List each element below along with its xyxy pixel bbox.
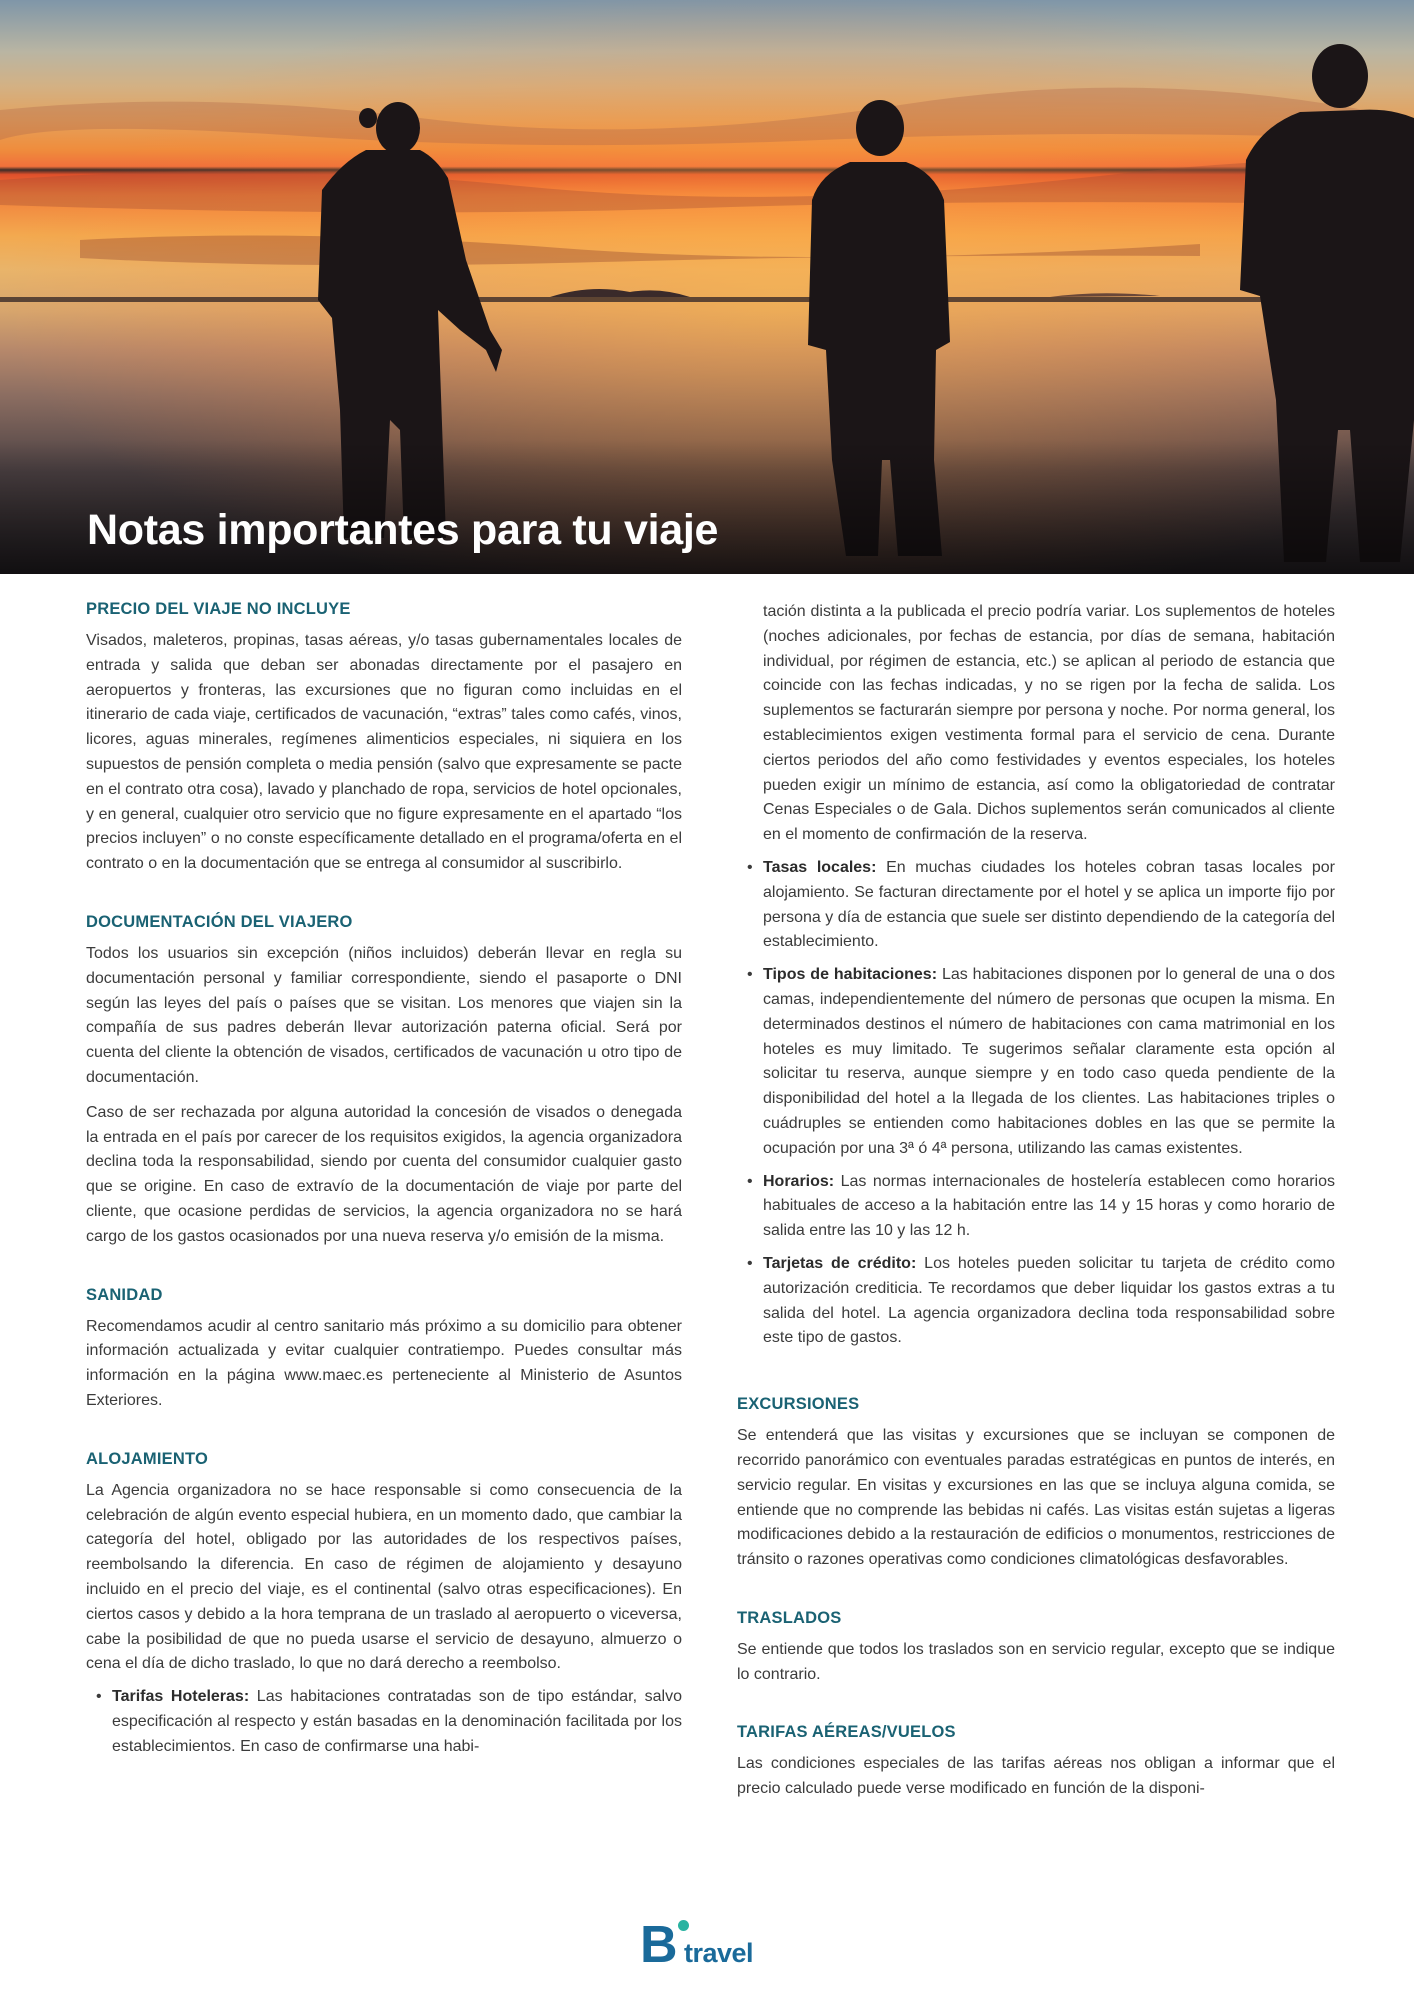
bullet-text: Las normas internacionales de hostelería establecen como horarios habituales de acceso a la habitación entre las 14 y 15 horas y como horario de salida entre las 10 y las 12 h. — [763, 1172, 1335, 1240]
alojamiento-bullets — [86, 1685, 682, 1759]
paragraph-traslados: Se entiende que todos los traslados son en servicio regular, excepto que se indique lo contrario. — [737, 1640, 1335, 1683]
section-title-traslados: TRASLADOS — [737, 1608, 842, 1627]
bullet-horarios — [737, 1170, 1335, 1244]
bullet-text: En muchas ciudades los hoteles cobran tasas locales por alojamiento. Se facturan directamente por el hotel y se aplica un importe fijo por persona y día de estancia que suele ser distinto dependiendo de la categoría del establecimiento. — [763, 858, 1335, 951]
section-title-documentacion: DOCUMENTACIÓN DEL VIAJERO — [86, 912, 353, 931]
section-title-precio-no-incluye: PRECIO DEL VIAJE NO INCLUYE — [86, 600, 351, 618]
logo-dot — [678, 1920, 689, 1931]
bullet-text: Las habitaciones contratadas son de tipo estándar, salvo especificación al respecto y están basadas en la denominación facilitada por los establecimientos. En caso de confirmarse una habi- — [112, 1688, 682, 1755]
sunset-silhouettes-illustration — [0, 0, 1414, 574]
paragraph-documentacion-2: Caso de ser rechazada por alguna autoridad la concesión de visados o denegada la entrada en el país por carecer de los requisitos exigidos, la agencia organizadora declina toda la responsabilidad, siendo por cuenta del consumidor cualquier gasto que se origine. En caso de extravío de la documentación de viaje por parte del cliente, que ocasione perdidas de servicios, la agencia organizadora no se hará cargo de los gastos ocasionados por una nueva reserva y/o emisión de la misma. — [86, 1103, 682, 1245]
paragraph-alojamiento: La Agencia organizadora no se hace responsable si como consecuencia de la celebración de algún evento especial hubiera, en un momento dado, que cambiar la categoría del hotel, obligado por las autoridades de los respectivos países, reembolsando la diferencia. En caso de régimen de alojamiento y desayuno incluido en el precio del viaje, es el continental (salvo otras especificaciones). En ciertos casos y debido a la hora temprana de un traslado al aeropuerto o viceversa, cabe la posibilidad de que no pueda usarse el servicio de desayuno, almuerzo o cena el día de dicho traslado, lo que no dará derecho a reembolso. — [86, 1481, 682, 1673]
paragraph-sanidad: Recomendamos acudir al centro sanitario más próximo a su domicilio para obtener información actualizada y evitar cualquier contratiempo. Puedes consultar más información en la página www.maec.es perteneciente al Ministerio de Asuntos Exteriores. — [86, 1317, 682, 1409]
bullet-label: Horarios: — [763, 1172, 835, 1190]
section-title-excursiones: EXCURSIONES — [737, 1395, 860, 1414]
bullet-label: Tasas locales: — [763, 858, 877, 876]
paragraph-excursiones: Se entenderá que las visitas y excursiones que se incluyan se componen de recorrido panorámico con eventuales paradas estratégicas en puntos de interés, en servicio regular. En visitas y excursiones en las que se incluya alguna comida, se entiende que no comprende las bebidas ni cafés. Las visitas están sujetas a ligeras modificaciones debido a la restauración de edificios o monumentos, restricciones de tránsito o razones operativas como condiciones climatológicas desfavorables. — [737, 1427, 1335, 1569]
bullet-text: Las habitaciones disponen por lo general de una o dos camas, independientemente del número de personas que ocupen la misma. En determinados destinos el número de habitaciones con cama matrimonial en los hoteles es muy limitado. Te sugerimos señalar claramente esta opción al solicitar tu reserva, aunque siempre y en todo caso queda pendiente de la disponibilidad del hotel a la llegada de los clientes. Las habitaciones triples o cuádruples se entienden como habitaciones dobles en las que se permite la ocupación por una 3ª ó 4ª persona, utilizando las camas existentes. — [763, 966, 1335, 1157]
bullet-tarjetas-credito — [737, 1252, 1335, 1351]
section-title-sanidad: SANIDAD — [86, 1285, 163, 1304]
left-column — [86, 600, 682, 1767]
bullet-label: Tipos de habitaciones: — [763, 966, 938, 984]
right-column — [737, 600, 1335, 1802]
paragraph-precio-no-incluye: Visados, maleteros, propinas, tasas aéreas, y/o tasas gubernamentales locales de entrada y salida que deban ser abonadas directamente por el pasajero en aeropuertos y fronteras, las excursiones que no figuran como incluidas en el itinerario de cada viaje, certificados de vacunación, “extras” tales como cafés, vinos, licores, aguas minerales, regímenes alimenticios especiales, ni siquiera en los supuestos de pensión completa o media pensión (salvo que expresamente se pacte en el contrato otra cosa), lavado y planchado de ropa, servicios de hotel opcionales, y en general, cualquier otro servicio que no figure expresamente en el apartado “los precios incluyen” o no conste específicamente detallado en el programa/oferta en el contrato o en la documentación que se entrega al consumidor al suscribirlo. — [86, 632, 682, 873]
paragraph-tarifas-aereas: Las condiciones especiales de las tarifas aéreas nos obligan a informar que el precio calculado puede verse modificado en función de la disponi- — [737, 1755, 1335, 1798]
bullet-text: Los hoteles pueden solicitar tu tarjeta de crédito como autorización crediticia. Te recordamos que deber liquidar los gastos extras a tu salida del hotel. La agencia organizadora declina toda responsabilidad sobre este tipo de gastos. — [763, 1254, 1336, 1347]
hotel-bullets — [737, 856, 1335, 1351]
bullet-label: Tarjetas de crédito: — [763, 1254, 917, 1272]
paragraph-tarifas-hoteleras-continued: tación distinta a la publicada el precio podría variar. Los suplementos de hoteles (noches adicionales, por fechas de estancia, por días de semana, habitación individual, por régimen de estancia, etc.) se aplican al periodo de estancia que coincide con las fechas indicadas, y no se rigen por la fecha de salida. Los suplementos se facturarán siempre por persona y noche. Por norma general, los establecimientos exigen vestimenta formal para el servicio de cena. Durante ciertos periodos del año como festividades y eventos especiales, los hoteles pueden exigir un mínimo de estancia, así como la obligatoriedad de contratar Cenas Especiales o de Gala. Dichos suplementos serán comunicados al cliente en el momento de confirmación de la reserva. — [763, 603, 1335, 844]
page-title: Notas importantes para tu viaje — [87, 506, 719, 554]
paragraph-documentacion-1: Todos los usuarios sin excepción (niños incluidos) deberán llevar en regla su documentación personal y familiar correspondiente, siendo el pasaporte o DNI según las leyes del país o países que se visitan. Los menores que viajen sin la compañía de sus padres deberán llevar autorización paterna oficial. Será por cuenta del cliente la obtención de visados, certificados de vacunación u otro tipo de documentación. — [86, 944, 682, 1086]
bullet-tipos-habitaciones — [737, 963, 1335, 1161]
btravel-logo — [640, 1918, 780, 1972]
logo-text: travel — [684, 1938, 754, 1968]
bullet-tasas-locales — [737, 856, 1335, 955]
section-title-alojamiento: ALOJAMIENTO — [86, 1449, 208, 1468]
logo-letter: B — [640, 1916, 678, 1974]
hero-image — [0, 0, 1414, 574]
bullet-tarifas-hoteleras — [86, 1685, 682, 1759]
bullet-label: Tarifas Hoteleras: — [112, 1688, 250, 1706]
section-title-tarifas-aereas: TARIFAS AÉREAS/VUELOS — [737, 1723, 956, 1742]
